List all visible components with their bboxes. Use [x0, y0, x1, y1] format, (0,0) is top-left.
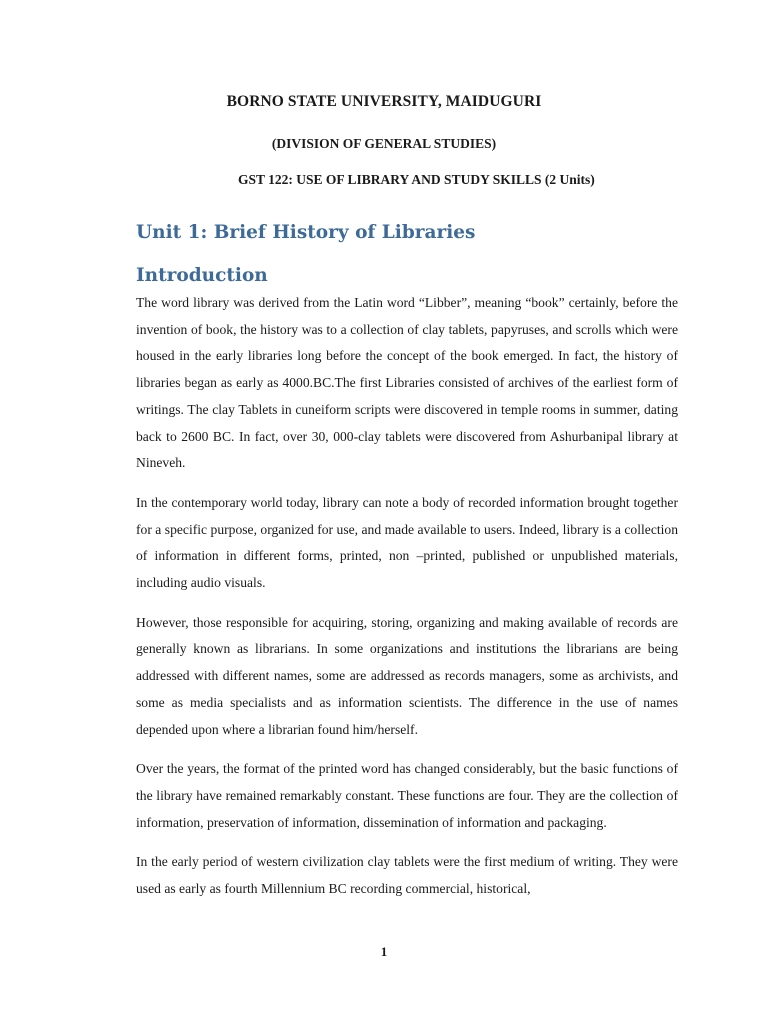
paragraph: Over the years, the format of the printed word has changed considerably, but the basic functions of the library have remained remarkably constant. These functions are four. They are the collection of information, preservation of information, dissemination of information and packaging. — [136, 761, 678, 830]
course-title: GST 122: USE OF LIBRARY AND STUDY SKILLS (2 Units) — [238, 172, 595, 187]
paragraph: However, those responsible for acquiring, storing, organizing and making available of records are generally known as librarians. In some organizations and institutions the librarians are being addressed with different names, some are addressed as records managers, some as archivists, and some as media specialists and as information scientists. The difference in the use of names depended upon where a librarian found him/herself. — [136, 614, 678, 737]
body-text — [136, 290, 678, 903]
division-subtitle: (DIVISION OF GENERAL STUDIES) — [271, 136, 497, 151]
university-title: BORNO STATE UNIVERSITY, MAIDUGURI — [226, 93, 542, 110]
paragraph: In the early period of western civilization clay tablets were the first medium of writing. They were used as early as fourth Millennium BC recording commercial, historical, — [136, 854, 678, 897]
unit-heading: Unit 1: Brief History of Libraries — [136, 222, 476, 243]
paragraph: In the contemporary world today, library can note a body of recorded information brought together for a specific purpose, organized for use, and made available to users. Indeed, library is a collection of information in different forms, printed, non –printed, published or unpublished materials, including audio visuals. — [136, 494, 678, 591]
paragraph: The word library was derived from the Latin word “Libber”, meaning “book” certainly, before the invention of book, the history was to a collection of clay tablets, papyruses, and scrolls which were housed in the early libraries long before the concept of the book emerged. In fact, the history of libraries began as early as 4000.BC.The first Libraries consisted of archives of the earliest form of writings. The clay Tablets in cuneiform scripts were discovered in temple rooms in summer, dating back to 2600 BC. In fact, over 30, 000-clay tablets were discovered from Ashurbanipal library at Nineveh. — [136, 295, 678, 471]
page-number: 1 — [380, 944, 388, 959]
section-heading: Introduction — [136, 265, 268, 286]
